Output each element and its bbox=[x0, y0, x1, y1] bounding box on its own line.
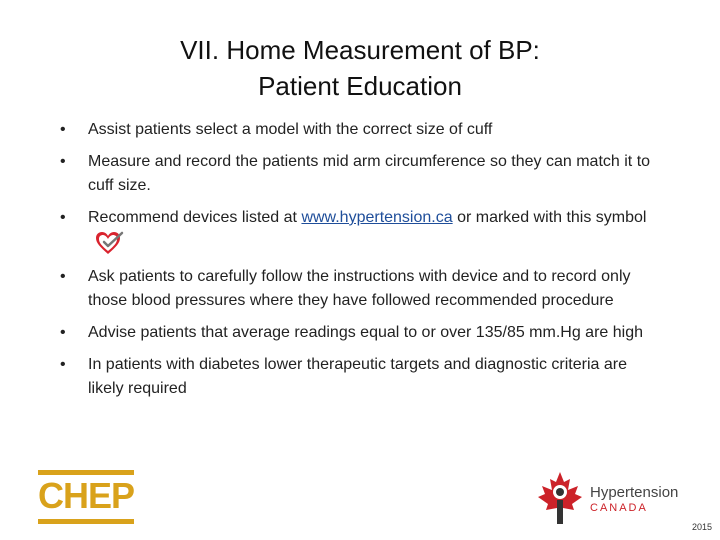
hypertension-link[interactable]: www.hypertension.ca bbox=[301, 209, 453, 226]
slide-title-line-2: Patient Education bbox=[258, 71, 462, 101]
bullet-text: Measure and record the patients mid arm circumference so they can match it to cuff size. bbox=[88, 153, 651, 194]
hypertension-logo-sub: CANADA bbox=[590, 502, 648, 514]
bullet-item bbox=[56, 206, 666, 257]
chep-logo bbox=[38, 470, 134, 524]
bullet-text: Assist patients select a model with the correct size of cuff bbox=[88, 121, 493, 138]
bullet-text: or marked with this symbol bbox=[452, 209, 647, 226]
slide-title-line-1: VII. Home Measurement of BP: bbox=[180, 35, 540, 65]
bullet-item bbox=[56, 321, 666, 345]
bullet-item bbox=[56, 353, 666, 401]
bullet-item bbox=[56, 265, 666, 313]
bullet-text: Ask patients to carefully follow the instructions with device and to record only those blood pressures where they have followed recommended procedure bbox=[88, 268, 631, 309]
heart-check-icon bbox=[94, 230, 124, 256]
hypertension-logo-name: Hypertension bbox=[590, 484, 679, 501]
chep-bottom-bar bbox=[38, 519, 134, 524]
slide-title bbox=[0, 32, 720, 104]
hypertension-canada-logo bbox=[534, 468, 704, 528]
bullet-item bbox=[56, 150, 666, 198]
maple-leaf-icon bbox=[534, 468, 586, 528]
bullet-text: Recommend devices listed at bbox=[88, 209, 302, 226]
slide-year: 2015 bbox=[691, 522, 712, 532]
chep-logo-text: CHEP bbox=[38, 475, 135, 516]
bullet-text: In patients with diabetes lower therapeutic targets and diagnostic criteria are likely required bbox=[88, 356, 627, 397]
bullet-text: Advise patients that average readings equal to or over 135/85 mm.Hg are high bbox=[88, 324, 643, 341]
bullet-item bbox=[56, 118, 666, 142]
bullet-list bbox=[56, 118, 666, 409]
